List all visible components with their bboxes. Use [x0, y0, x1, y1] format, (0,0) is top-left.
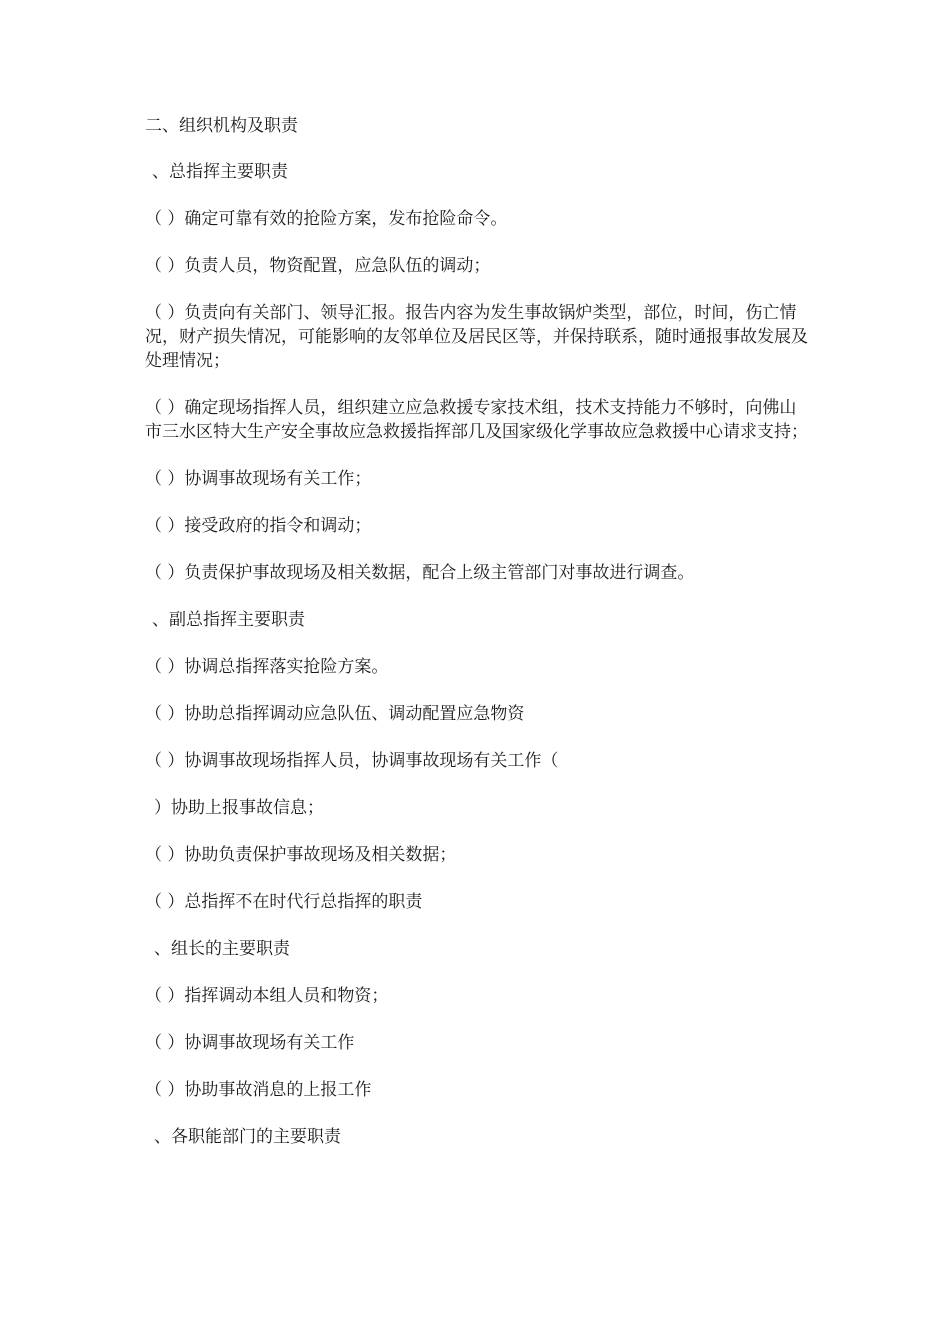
subsection-heading: 、各职能部门的主要职责 [154, 1127, 341, 1147]
list-item: （ ）负责人员，物资配置，应急队伍的调动； [145, 256, 491, 276]
list-item: （ ）协助总指挥调动应急队伍、调动配置应急物资 [145, 704, 525, 724]
subsection-heading: 、总指挥主要职责 [152, 162, 288, 182]
document-body [145, 114, 810, 1172]
paragraph-list [145, 160, 810, 1149]
list-item: （ ）负责向有关部门、领导汇报。报告内容为发生事故锅炉类型，部位，时间，伤亡情况，财产损失情况，可能影响的友邻单位及居民区等，并保持联系，随时通报事故发展及处理情况； [145, 303, 808, 371]
subsection-heading: 、组长的主要职责 [154, 939, 290, 959]
list-item: （ ）协助负责保护事故现场及相关数据； [145, 845, 457, 865]
list-item: （ ）指挥调动本组人员和物资； [145, 986, 389, 1006]
list-item: （ ）确定可靠有效的抢险方案，发布抢险命令。 [145, 209, 508, 229]
subsection-heading: 、副总指挥主要职责 [152, 610, 305, 630]
list-item: （ ）负责保护事故现场及相关数据，配合上级主管部门对事故进行调查。 [145, 563, 695, 583]
list-item: （ ）协调事故现场有关工作； [145, 469, 372, 489]
list-item: （ ）协调事故现场指挥人员，协调事故现场有关工作（ [145, 751, 559, 771]
list-item: （ ）协助事故消息的上报工作 [145, 1080, 372, 1100]
list-item: （ ）总指挥不在时代行总指挥的职责 [145, 892, 423, 912]
list-item: （ ）协调总指挥落实抢险方案。 [145, 657, 389, 677]
subsection-heading: ）协助上报事故信息； [154, 798, 324, 818]
list-item: （ ）协调事故现场有关工作 [145, 1033, 355, 1053]
list-item: （ ）确定现场指挥人员，组织建立应急救援专家技术组，技术支持能力不够时，向佛山市三水区特大生产安全事故应急救援指挥部几及国家级化学事故应急救援中心请求支持； [145, 398, 808, 442]
list-item: （ ）接受政府的指令和调动； [145, 516, 372, 536]
section-title: 二、组织机构及职责 [145, 116, 298, 136]
